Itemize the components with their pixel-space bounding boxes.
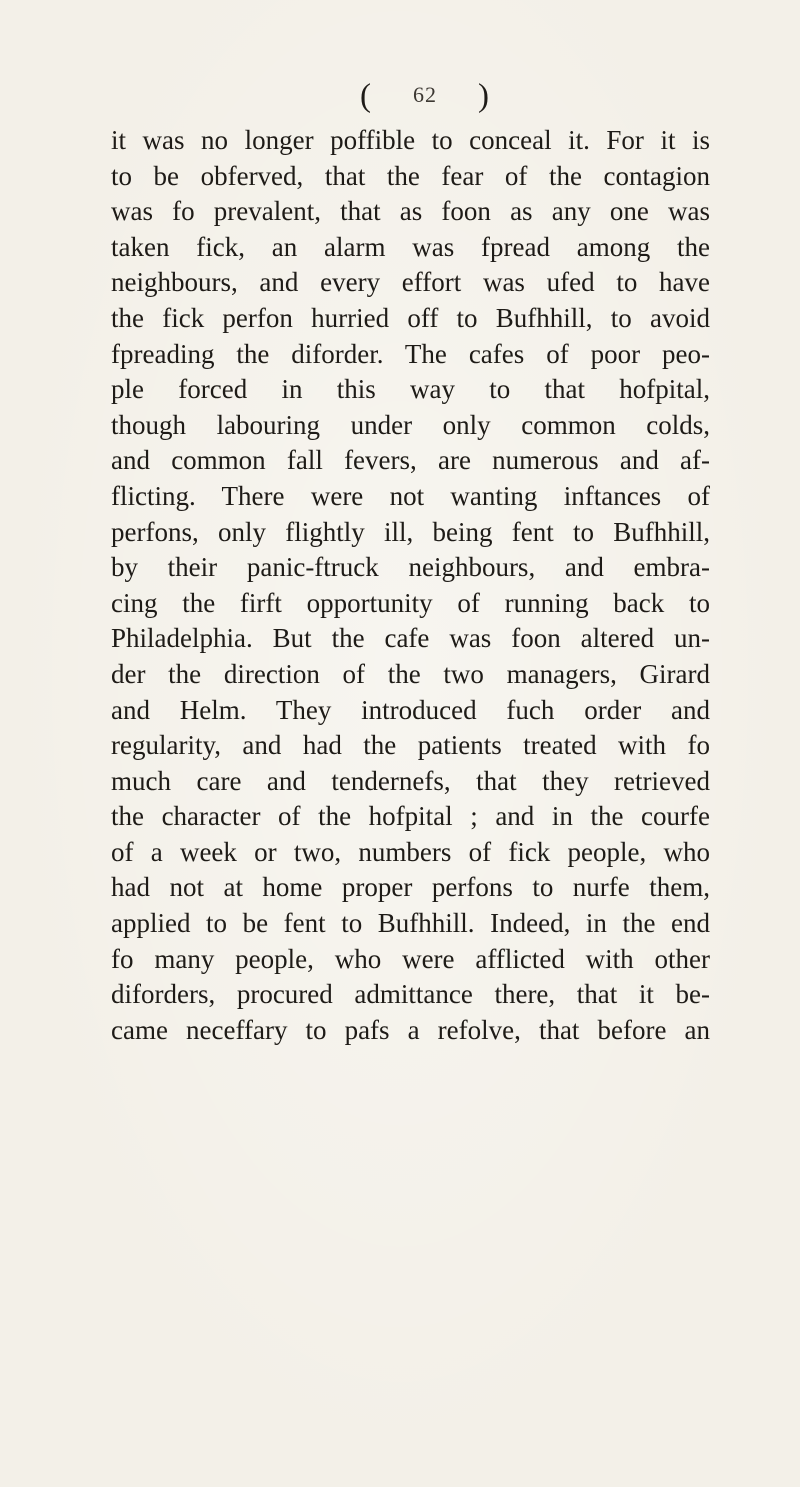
text-line: the fick perfon hurried off to Bufhhill, to avoid bbox=[111, 302, 710, 333]
text-line: and Helm. They introduced fuch order and bbox=[111, 694, 710, 725]
page-number: 62 bbox=[413, 82, 437, 107]
text-line: fo many people, who were afflicted with other bbox=[111, 943, 710, 974]
text-line: of a week or two, numbers of fick people, who bbox=[111, 836, 710, 867]
text-line: ple forced in this way to that hofpital, bbox=[111, 374, 710, 405]
text-line: fpreading the diforder. The cafes of poor peo- bbox=[111, 338, 710, 369]
text-line: regularity, and had the patients treated with fo bbox=[111, 730, 710, 761]
text-line: der the direction of the two managers, Girard bbox=[111, 658, 710, 689]
text-line: cing the firft opportunity of running back to bbox=[111, 587, 710, 618]
text-line: applied to be fent to Bufhhill. Indeed, in the end bbox=[111, 908, 710, 939]
text-line: had not at home proper perfons to nurfe them, bbox=[111, 872, 710, 903]
text-line: taken fick, an alarm was fpread among the bbox=[111, 231, 710, 262]
text-line: much care and tendernefs, that they retrieved bbox=[111, 765, 710, 796]
text-line: came neceffary to pafs a refolve, that before an bbox=[111, 1014, 710, 1045]
text-line: by their panic-ftruck neighbours, and embra- bbox=[111, 552, 710, 583]
text-line: flicting. There were not wanting inftances of bbox=[111, 480, 710, 511]
text-line: diforders, procured admittance there, that it be- bbox=[111, 979, 710, 1010]
header-open-paren: ( bbox=[360, 78, 372, 114]
text-line: was fo prevalent, that as foon as any one was bbox=[111, 196, 710, 227]
text-line: perfons, only flightly ill, being fent to Bufhhill, bbox=[111, 516, 710, 547]
text-line: Philadelphia. But the cafe was foon altered un- bbox=[111, 623, 710, 654]
text-line: it was no longer poffible to conceal it. For it is bbox=[111, 125, 710, 155]
body-text bbox=[111, 123, 710, 1048]
text-line: though labouring under only common colds, bbox=[111, 409, 710, 440]
text-line: and common fall fevers, are numerous and af- bbox=[111, 445, 710, 476]
text-line: neighbours, and every effort was ufed to have bbox=[111, 267, 710, 298]
page-header bbox=[360, 78, 490, 115]
header-close-paren: ) bbox=[478, 78, 490, 114]
text-line: the character of the hofpital ; and in the courfe bbox=[111, 801, 710, 832]
text-line: to be obferved, that the fear of the contagion bbox=[111, 160, 710, 191]
